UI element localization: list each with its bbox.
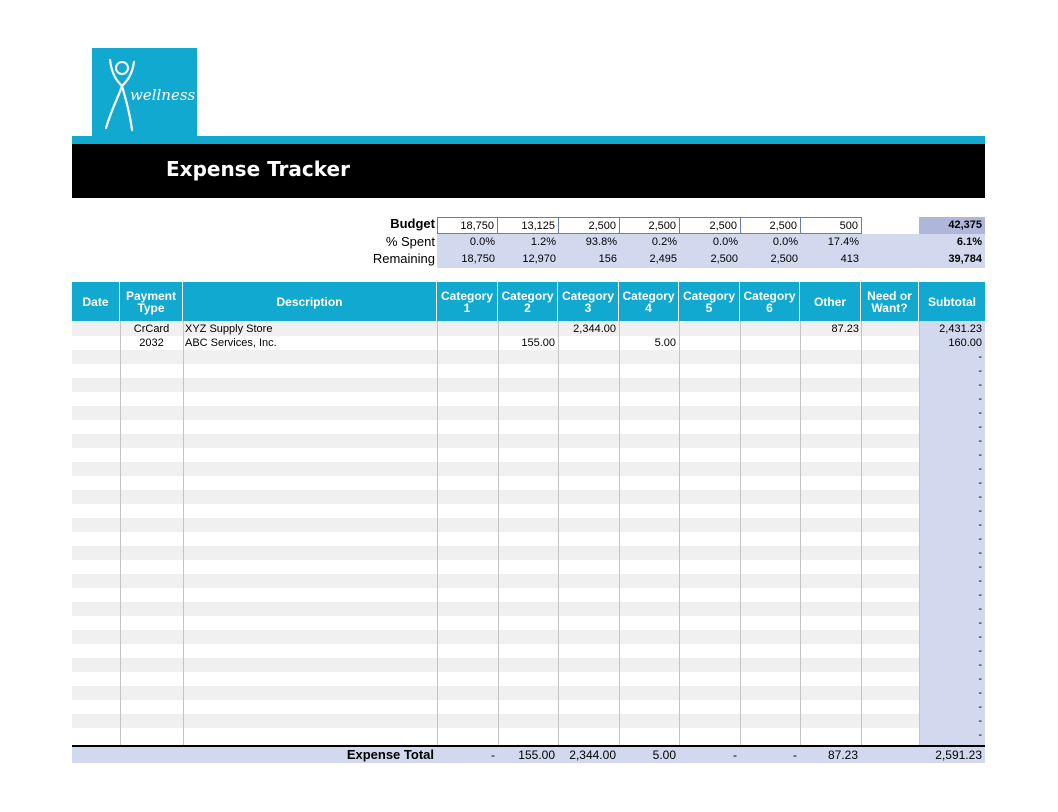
table-row [72, 364, 919, 378]
remaining-cat5: 2,500 [710, 253, 738, 265]
table-row [72, 392, 919, 406]
row1-subtotal: 2,431.23 [939, 323, 982, 335]
col-header-payment-type[interactable]: Payment Type [120, 282, 183, 321]
col-header-other[interactable]: Other [800, 282, 861, 321]
row2-payment-type[interactable]: 2032 [139, 337, 164, 349]
budget-cat4[interactable]: 2,500 [619, 217, 680, 234]
empty-subtotal-cell: - [978, 547, 982, 559]
empty-subtotal-cell: - [978, 533, 982, 545]
col-header-need-or-want[interactable]: Need or Want? [861, 282, 919, 321]
empty-subtotal-cell: - [978, 421, 982, 433]
spent-cat4: 0.2% [651, 236, 677, 248]
total-category-6: - [793, 748, 797, 762]
budget-cat1[interactable]: 18,750 [437, 217, 498, 234]
empty-subtotal-cell: - [978, 435, 982, 447]
remaining-cat6: 2,500 [770, 253, 798, 265]
row2-category-2[interactable]: 155.00 [521, 337, 555, 349]
spent-label: % Spent [385, 234, 435, 249]
spent-cat1: 0.0% [469, 236, 495, 248]
expense-total-label: Expense Total [346, 747, 434, 762]
row1-payment-type[interactable]: CrCard [133, 323, 170, 335]
total-category-2: 155.00 [518, 748, 555, 762]
table-row [72, 714, 919, 728]
empty-subtotal-cell: - [978, 351, 982, 363]
wellness-logo [92, 48, 197, 136]
empty-subtotal-cell: - [978, 519, 982, 531]
budget-cat6[interactable]: 2,500 [740, 217, 801, 234]
col-header-category-6[interactable]: Category 6 [740, 282, 800, 321]
row1-other[interactable]: 87.23 [831, 323, 859, 335]
col-header-category-1[interactable]: Category 1 [437, 282, 498, 321]
table-row [72, 406, 919, 420]
table-row [72, 378, 919, 392]
total-subtotal: 2,591.23 [935, 748, 982, 762]
table-row [72, 476, 919, 490]
row2-description[interactable]: ABC Services, Inc. [185, 337, 277, 349]
col-header-description[interactable]: Description [183, 282, 437, 321]
budget-other[interactable]: 500 [800, 217, 862, 234]
table-row [72, 434, 919, 448]
budget-cat3[interactable]: 2,500 [558, 217, 620, 234]
col-header-category-5[interactable]: Category 5 [679, 282, 740, 321]
header-accent-bar [72, 136, 985, 144]
table-row [72, 672, 919, 686]
total-category-4: 5.00 [652, 748, 676, 762]
empty-subtotal-cell: - [978, 603, 982, 615]
empty-subtotal-cell: - [978, 673, 982, 685]
table-row [72, 616, 919, 630]
table-row [72, 658, 919, 672]
table-row [72, 546, 919, 560]
spent-cat2: 1.2% [530, 236, 556, 248]
remaining-cat2: 12,970 [522, 253, 556, 265]
column-divider [120, 321, 121, 746]
column-divider [740, 321, 741, 746]
empty-subtotal-cell: - [978, 687, 982, 699]
empty-subtotal-cell: - [978, 379, 982, 391]
spent-total: 6.1% [956, 236, 982, 248]
empty-subtotal-cell: - [978, 407, 982, 419]
table-row [72, 518, 919, 532]
budget-cat5[interactable]: 2,500 [679, 217, 741, 234]
total-category-1: - [491, 748, 495, 762]
row2-category-4[interactable]: 5.00 [654, 337, 676, 349]
empty-subtotal-cell: - [978, 491, 982, 503]
empty-subtotal-cell: - [978, 631, 982, 643]
row2-subtotal: 160.00 [948, 337, 982, 349]
col-header-category-4[interactable]: Category 4 [619, 282, 679, 321]
table-row [72, 574, 919, 588]
empty-subtotal-cell: - [978, 575, 982, 587]
empty-subtotal-cell: - [978, 463, 982, 475]
budget-label: Budget [390, 216, 435, 231]
spent-cat3: 93.8% [585, 236, 617, 248]
empty-subtotal-cell: - [978, 477, 982, 489]
table-row [72, 490, 919, 504]
empty-subtotal-cell: - [978, 645, 982, 657]
table-row [72, 686, 919, 700]
table-row [72, 588, 919, 602]
table-row [72, 504, 919, 518]
remaining-label: Remaining [372, 251, 435, 266]
column-divider [619, 321, 620, 746]
col-header-category-2[interactable]: Category 2 [498, 282, 558, 321]
col-header-subtotal[interactable]: Subtotal [928, 294, 976, 309]
spent-cat5: 0.0% [712, 236, 738, 248]
empty-subtotal-cell: - [978, 589, 982, 601]
empty-subtotal-cell: - [978, 715, 982, 727]
col-header-category-3[interactable]: Category 3 [558, 282, 619, 321]
table-header [72, 282, 985, 321]
column-divider [679, 321, 680, 746]
empty-subtotal-cell: - [978, 365, 982, 377]
column-divider [861, 321, 862, 746]
remaining-cat4: 2,495 [649, 253, 677, 265]
column-divider [183, 321, 184, 746]
table-row [72, 560, 919, 574]
table-row [72, 532, 919, 546]
total-category-3: 2,344.00 [569, 748, 616, 762]
empty-subtotal-cell: - [978, 505, 982, 517]
empty-subtotal-cell: - [978, 561, 982, 573]
row1-category-3[interactable]: 2,344.00 [573, 323, 616, 335]
column-divider [800, 321, 801, 746]
empty-subtotal-cell: - [978, 617, 982, 629]
table-row [72, 700, 919, 714]
empty-subtotal-cell: - [978, 701, 982, 713]
table-row [72, 644, 919, 658]
spent-cat6: 0.0% [772, 236, 798, 248]
empty-subtotal-cell: - [978, 729, 982, 741]
table-row [72, 420, 919, 434]
spent-other: 17.4% [827, 236, 859, 248]
budget-cat2[interactable]: 13,125 [497, 217, 559, 234]
budget-total: 42,375 [919, 217, 985, 234]
remaining-cat1: 18,750 [461, 253, 495, 265]
empty-subtotal-cell: - [978, 659, 982, 671]
logo-text: wellness [130, 86, 196, 104]
remaining-total: 39,784 [948, 253, 982, 265]
col-header-date[interactable]: Date [72, 282, 120, 321]
remaining-other: 413 [840, 253, 859, 265]
column-divider [437, 321, 438, 746]
table-row [72, 728, 919, 742]
table-row [72, 602, 919, 616]
page-title: Expense Tracker [166, 157, 350, 181]
empty-subtotal-cell: - [978, 449, 982, 461]
table-row [72, 462, 919, 476]
table-row [72, 630, 919, 644]
remaining-cat3: 156 [598, 253, 617, 265]
table-row [72, 448, 919, 462]
total-category-5: - [733, 748, 737, 762]
table-row [72, 350, 919, 364]
total-other: 87.23 [827, 748, 858, 762]
empty-subtotal-cell: - [978, 393, 982, 405]
column-divider [558, 321, 559, 746]
column-divider [498, 321, 499, 746]
row1-description[interactable]: XYZ Supply Store [185, 323, 273, 335]
